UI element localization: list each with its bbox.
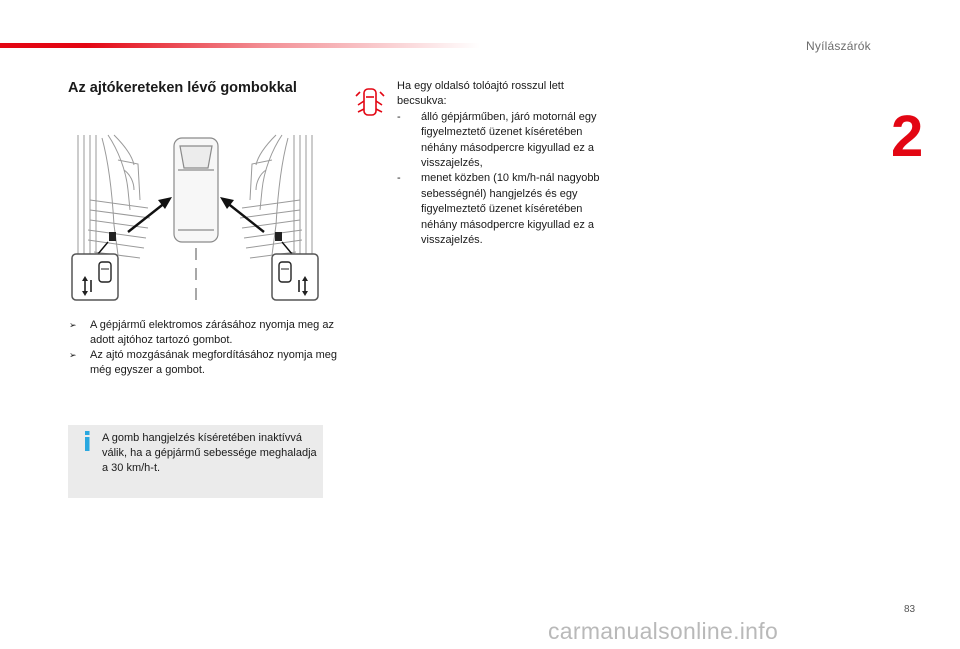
info-icon <box>80 431 94 451</box>
section-header: Nyílászárók <box>806 39 871 53</box>
warning-door-open-icon <box>354 84 386 120</box>
watermark: carmanualsonline.info <box>548 618 779 644</box>
bullet-arrow-icon: ➢ <box>69 350 77 360</box>
info-text: A gomb hangjelzés kíséretében inaktívvá válik, ha a gépjármű sebessége meghaladja a 30 km/h-t. <box>102 432 317 475</box>
instruction-item <box>68 348 338 378</box>
section-title: Az ajtókereteken lévő gombokkal <box>68 80 297 96</box>
right-door-frame <box>240 135 312 270</box>
door-frame-button-left <box>98 232 116 254</box>
van-door-buttons-illustration <box>68 130 322 306</box>
warning-intro: Ha egy oldalsó tolóajtó rosszul lett becsukva: <box>397 80 564 108</box>
warning-item-text: álló gépjárműben, járó motornál egy figyelmeztető üzenet kíséretében néhány másodpercre kigyullad ez a visszajelzés, <box>421 110 597 170</box>
warning-item-text: menet közben (10 km/h-nál nagyobb sebességnél) hangjelzés és egy figyelmeztető üzenet kíséretében néhány másodpercre kigyullad ez a visszajelzés. <box>421 172 600 247</box>
button-symbol-right-icon <box>272 254 318 300</box>
warning-list-item: - menet közben (10 km/h-nál nagyobb sebességnél) hangjelzés és egy figyelmeztető üzenet kíséretében néhány másodpercre kigyullad ez a visszajelzés. <box>397 172 600 247</box>
chapter-number: 2 <box>891 104 924 169</box>
van-top-view <box>174 138 218 242</box>
bullet-arrow-icon: ➢ <box>69 320 77 330</box>
instruction-text: A gépjármű elektromos zárásához nyomja meg az adott ajtóhoz tartozó gombot. <box>90 319 334 346</box>
instruction-item <box>68 318 338 348</box>
left-door-frame <box>78 135 150 270</box>
warning-list-item: - álló gépjárműben, járó motornál egy figyelmeztető üzenet kíséretében néhány másodpercre kigyullad ez a visszajelzés, <box>397 110 597 170</box>
instruction-list <box>68 318 338 378</box>
info-box <box>68 425 323 498</box>
warning-text-block <box>397 79 612 248</box>
instruction-text: Az ajtó mozgásának megfordításához nyomja meg még egyszer a gombot. <box>90 349 338 376</box>
page-number: 83 <box>904 604 916 615</box>
header-accent-bar <box>0 43 480 48</box>
button-symbol-left-icon <box>72 254 118 300</box>
